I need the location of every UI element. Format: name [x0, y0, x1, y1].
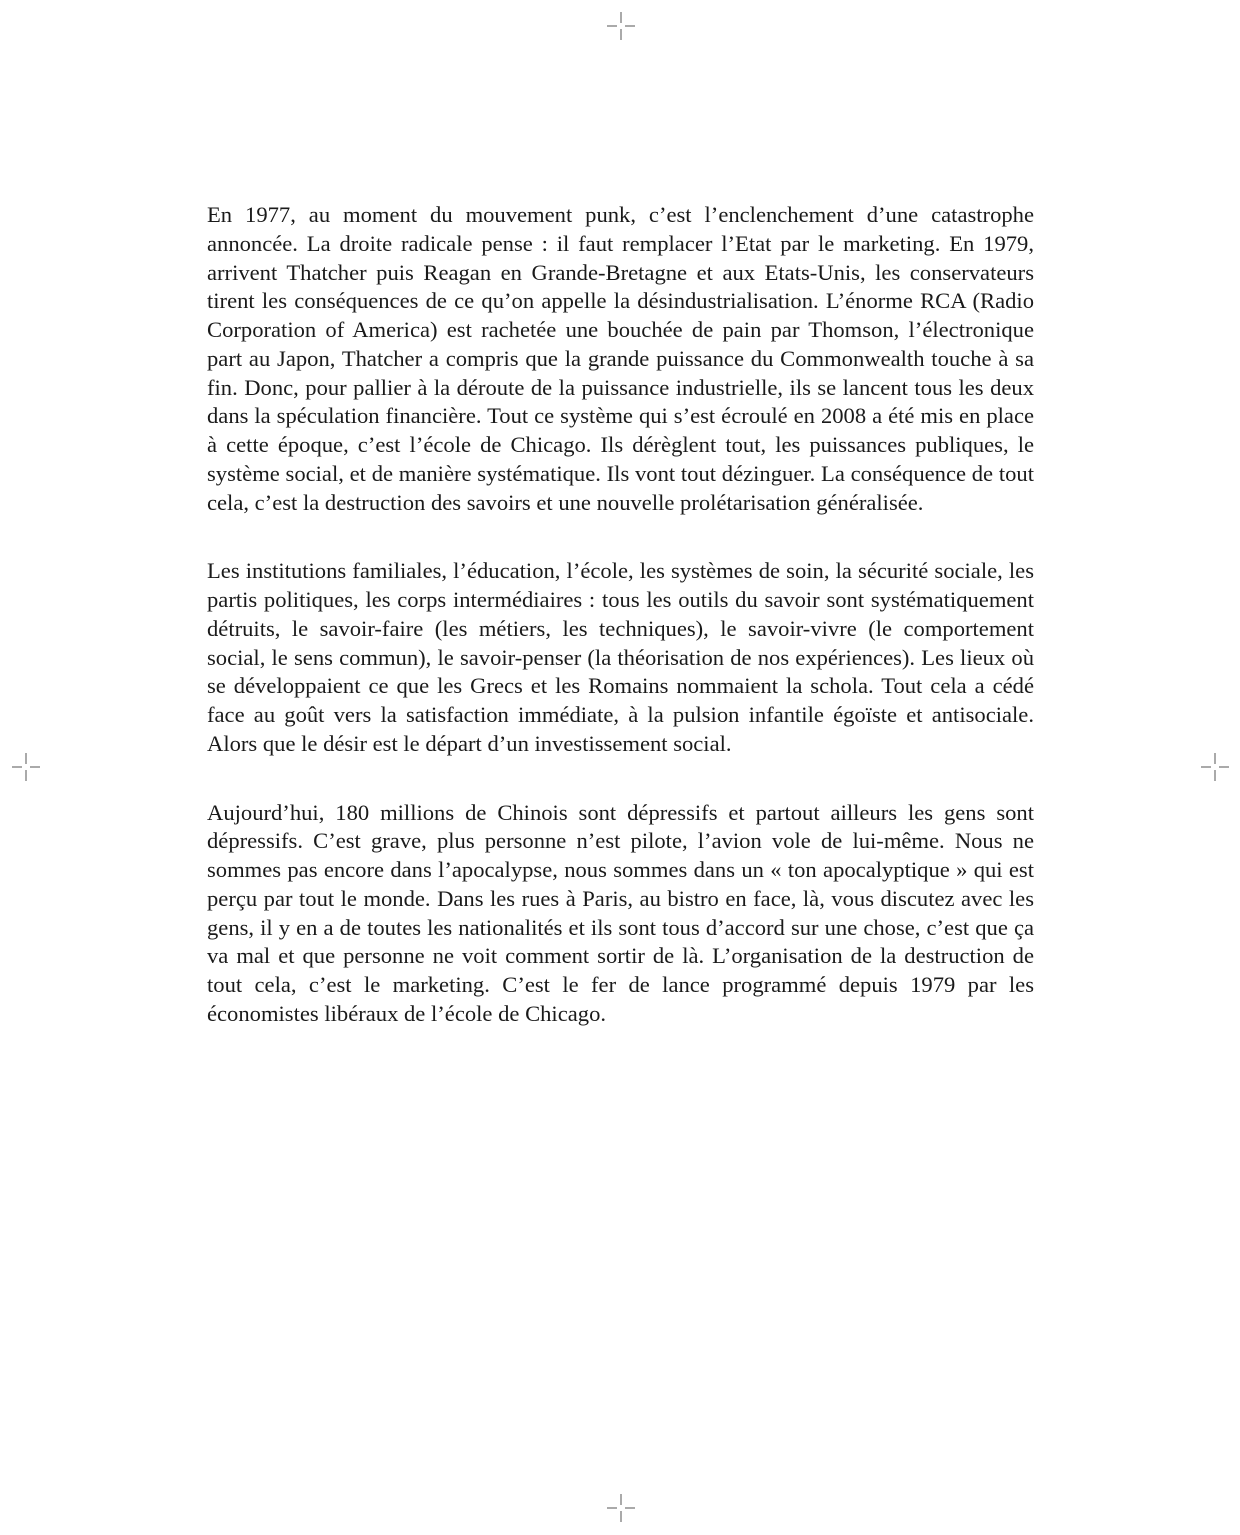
paragraph-1: En 1977, au moment du mouvement punk, c’est l’enclenchement d’une catastrophe annoncée. La droite radicale pense : il faut remplacer l’Etat par le marketing. En 1979, arrivent Thatcher puis Reagan en Grande-Bretagne et aux Etats-Unis, les conservateurs tirent les conséquences de ce qu’on appelle la désindustrialisation. L’énorme RCA (Radio Corporation of America) est rachetée une bouchée de pain par Thomson, l’électronique part au Japon, Thatcher a compris que la grande puissance du Commonwealth touche à sa fin. Donc, pour pallier à la déroute de la puissance industrielle, ils se lancent tous les deux dans la spéculation financière. Tout ce système qui s’est écroulé en 2008 a été mis en place à cette époque, c’est l’école de Chicago. Ils dérèglent tout, les puissances publiques, le système social, et de manière systématique. Ils vont tout dézinguer. La conséquence de tout cela, c’est la destruction des savoirs et une nouvelle prolétarisation généralisée. — [207, 202, 1034, 515]
crop-mark-top-icon — [607, 12, 635, 40]
body-text — [207, 201, 1034, 1029]
crop-mark-bottom-icon — [607, 1494, 635, 1522]
paragraph-3: Aujourd’hui, 180 millions de Chinois sont dépressifs et partout ailleurs les gens sont dépressifs. C’est grave, plus personne n’est pilote, l’avion vole de lui-même. Nous ne sommes pas encore dans l’apocalypse, nous sommes dans un « ton apocalyptique » qui est perçu par tout le monde. Dans les rues à Paris, au bistro en face, là, vous discutez avec les gens, il y en a de toutes les nationalités et ils sont tous d’accord sur une chose, c’est que ça va mal et que personne ne voit comment sortir de là. L’organisation de la destruction de tout cela, c’est le marketing. C’est le fer de lance programmé depuis 1979 par les économistes libéraux de l’école de Chicago. — [207, 799, 1034, 1026]
crop-mark-left-icon — [12, 753, 40, 781]
crop-mark-right-icon — [1201, 753, 1229, 781]
paragraph-2: Les institutions familiales, l’éducation, l’école, les systèmes de soin, la sécurité sociale, les partis politiques, les corps intermédiaires : tous les outils du savoir sont systématiquement détruits, le savoir-faire (les métiers, les techniques), le savoir-vivre (le comportement social, le sens commun), le savoir-penser (la théorisation de nos expériences). Les lieux où se développaient ce que les Grecs et les Romains nommaient la schola. Tout cela a cédé face au goût vers la satisfaction immédiate, à la pulsion infantile égoïste et antisociale. Alors que le désir est le départ d’un investissement social. — [207, 558, 1034, 756]
